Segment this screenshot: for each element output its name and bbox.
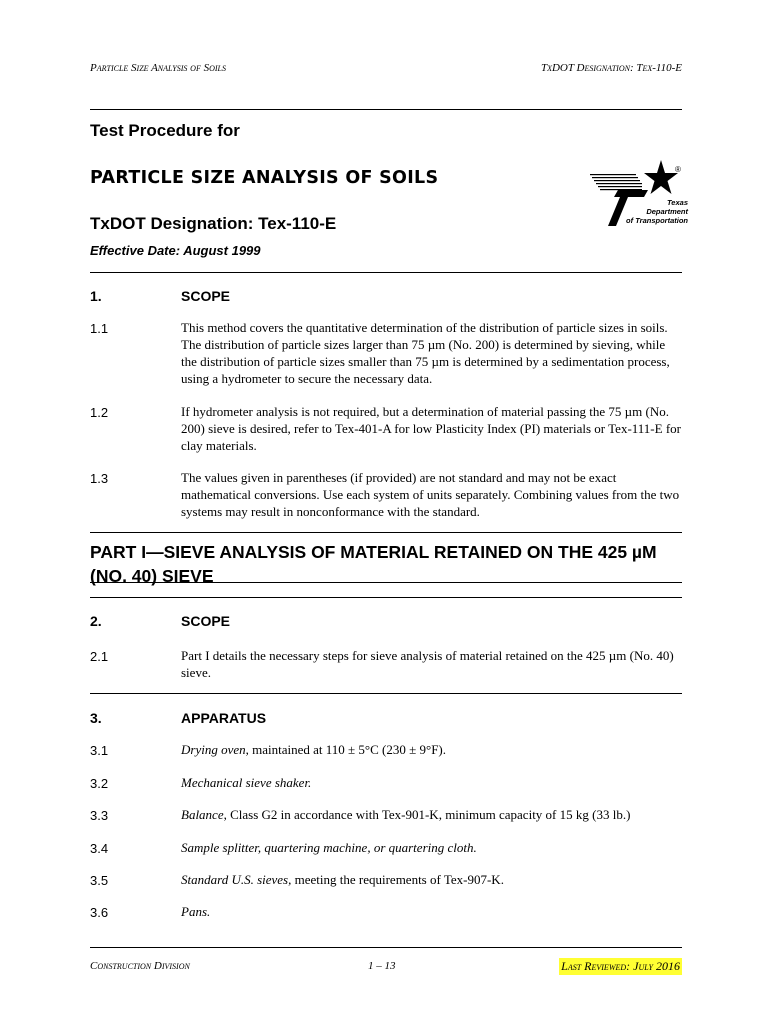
section-3-number: 3.	[90, 710, 102, 726]
section-1-title: SCOPE	[181, 288, 231, 304]
section-1-number: 1.	[90, 288, 102, 304]
item-3-1-emphasis: Drying oven	[181, 742, 246, 757]
item-3-3-text	[181, 806, 681, 823]
item-2-1-number: 2.1	[90, 649, 109, 664]
last-reviewed-badge: Last Reviewed: July 2016	[561, 959, 680, 973]
item-3-6-text	[181, 903, 681, 920]
title-rule	[90, 272, 682, 273]
document-title: PARTICLE SIZE ANALYSIS OF SOILS	[90, 168, 439, 188]
section-2-title: SCOPE	[181, 613, 231, 629]
item-1-1-number: 1.1	[90, 321, 109, 336]
item-3-4-text	[181, 839, 681, 856]
item-3-5-text	[181, 871, 681, 888]
section-3-title: APPARATUS	[181, 710, 267, 726]
section-2-rule	[90, 597, 682, 598]
item-3-2-emphasis: Mechanical sieve shaker.	[181, 775, 312, 790]
header-right: TxDOT Designation: Tex-110-E	[540, 62, 682, 74]
item-3-1-text	[181, 741, 681, 758]
section-3-rule	[90, 693, 682, 694]
item-3-3-emphasis: Balance	[181, 807, 224, 822]
page-number: 1 – 13	[368, 960, 396, 972]
logo-text	[612, 198, 688, 225]
item-3-3-number: 3.3	[90, 808, 109, 823]
item-3-1-rest: , maintained at 110 ± 5°C (230 ± 9°F).	[245, 742, 447, 757]
txdot-logo	[588, 160, 688, 230]
header-left: Particle Size Analysis of Soils	[90, 62, 226, 74]
procedure-for-label: Test Procedure for	[90, 121, 240, 140]
section-2-number: 2.	[90, 613, 102, 629]
item-1-2-number: 1.2	[90, 405, 109, 420]
logo-line-transportation: of Transportation	[626, 216, 688, 225]
item-3-6-emphasis: Pans.	[181, 904, 211, 919]
item-3-5-emphasis: Standard U.S. sieves,	[181, 872, 292, 887]
part-1-bottom-rule	[90, 582, 682, 583]
part-1-title: PART I—SIEVE ANALYSIS OF MATERIAL RETAINED ON THE 425 µM (NO. 40) SIEVE	[90, 542, 657, 586]
designation: TxDOT Designation: Tex-110-E	[90, 214, 337, 233]
item-1-2-text: If hydrometer analysis is not required, but a determination of material passing the 75 µm (No. 200) sieve is desired, refer to Tex-401-A for low Plasticity Index (PI) materials or Tex-111-E for clay materials.	[181, 404, 681, 453]
item-1-3-number: 1.3	[90, 471, 109, 486]
item-3-1-number: 3.1	[90, 743, 109, 758]
registered-mark: ®	[675, 165, 681, 174]
item-3-3-rest: , Class G2 in accordance with Tex-901-K, minimum capacity of 15 kg (33 lb.)	[223, 807, 631, 822]
item-3-2-text	[181, 774, 681, 791]
item-3-5-rest: meeting the requirements of Tex-907-K.	[291, 872, 504, 887]
item-3-5-number: 3.5	[90, 873, 109, 888]
footer-rule	[90, 947, 682, 948]
item-2-1-text: Part I details the necessary steps for sieve analysis of material retained on the 425 µm (No. 40) sieve.	[181, 648, 674, 680]
item-1-3-text: The values given in parentheses (if provided) are not standard and may not be exact mathematical conversions. Use each system of units separately. Combining values from the two systems may result in nonconformance with the standard.	[181, 470, 680, 519]
page-footer	[90, 958, 682, 976]
item-3-4-emphasis: Sample splitter, quartering machine, or quartering cloth.	[181, 840, 477, 855]
footer-division: Construction Division	[90, 960, 190, 972]
logo-line-department: Department	[646, 207, 688, 216]
item-1-1-text: This method covers the quantitative determination of the distribution of particle sizes in soils. The distribution of particle sizes larger than 75 µm (No. 200) is determined by sieving, while the distribution of particle sizes smaller than 75 µm is determined by a sedimentation process, using a hydrometer to secure the necessary data.	[181, 320, 670, 386]
effective-date: Effective Date: August 1999	[90, 243, 261, 258]
item-3-4-number: 3.4	[90, 841, 109, 856]
header-rule	[90, 109, 682, 110]
item-3-2-number: 3.2	[90, 776, 109, 791]
running-header	[90, 62, 682, 78]
logo-line-texas: Texas	[667, 198, 688, 207]
part-1-top-rule	[90, 532, 682, 533]
item-3-6-number: 3.6	[90, 905, 109, 920]
